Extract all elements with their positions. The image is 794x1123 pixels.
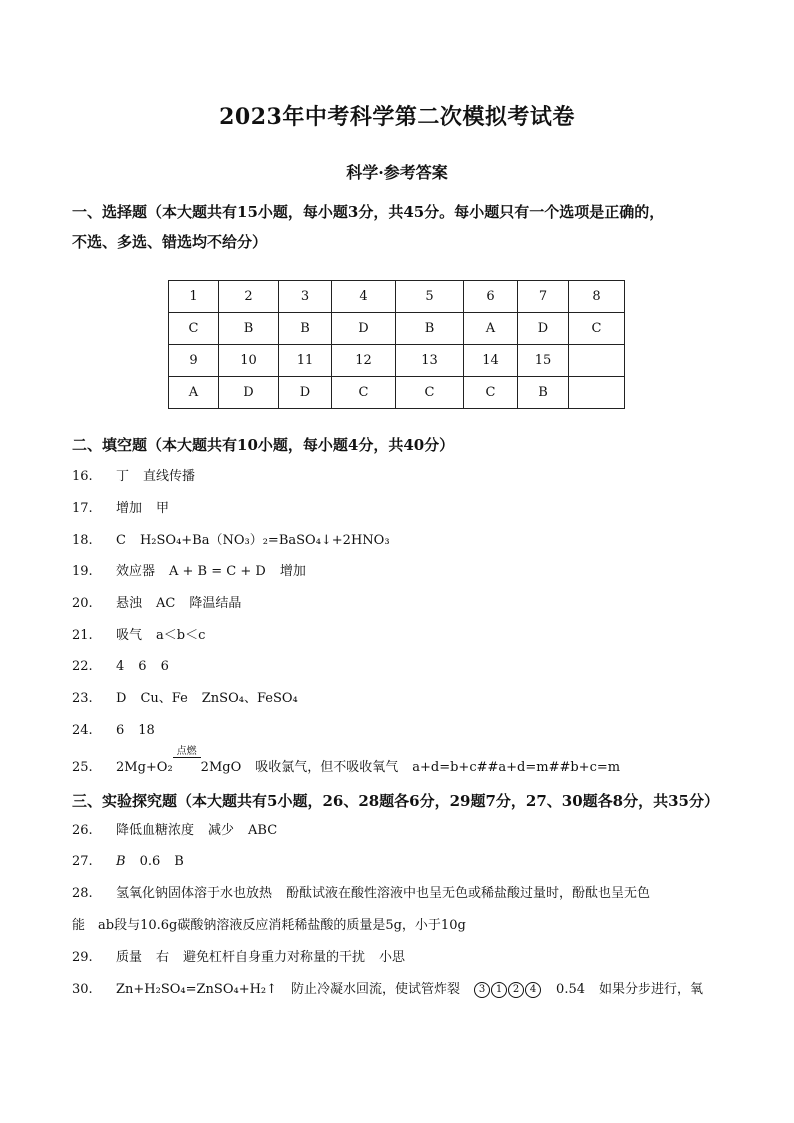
table-cell: C (464, 377, 518, 409)
question-number: 29. (72, 950, 93, 965)
table-cell: C (396, 377, 464, 409)
page-title: 2023年中考科学第二次模拟考试卷 (219, 104, 575, 130)
table-row (169, 281, 625, 313)
answer-part: A + B = C + D (169, 564, 266, 579)
table-cell: B (518, 377, 569, 409)
answer-part: C (116, 533, 126, 548)
table-cell: B (219, 313, 279, 345)
answer-part: D (116, 691, 127, 706)
question-number: 19. (72, 564, 93, 579)
answer-part: 18 (138, 723, 155, 738)
answer-row-26 (72, 821, 732, 841)
question-number: 21. (72, 628, 93, 643)
question-number: 16. (72, 469, 93, 484)
table-row (169, 313, 625, 345)
question-number: 26. (72, 823, 93, 838)
answer-part: 甲 (156, 501, 170, 516)
table-cell: C (169, 313, 219, 345)
answer-part: 4 (116, 659, 125, 674)
answer-part: 丁 (116, 469, 130, 484)
answer-row-28 (72, 884, 732, 904)
answer-row-22 (72, 657, 732, 677)
answer-row-28-continued: 能 ab段与10.6g碳酸钠溶液反应消耗稀盐酸的质量是5g，小于10g (72, 918, 466, 933)
answer-part: 降温结晶 (189, 596, 242, 611)
answer-part: ZnSO₄、FeSO₄ (201, 691, 298, 706)
circled-number: 2 (508, 982, 524, 998)
table-cell: 4 (332, 281, 396, 313)
answer-part: Zn+H₂SO₄=ZnSO₄+H₂↑ (116, 982, 278, 997)
table-cell: 5 (396, 281, 464, 313)
answer-part: 防止冷凝水回流，使试管炸裂 (291, 982, 461, 997)
answer-part: 质量 (116, 950, 143, 965)
answer-part: 6 (138, 659, 147, 674)
table-cell: 2 (219, 281, 279, 313)
answer-part: a+d=b+c##a+d=m##b+c=m (412, 760, 621, 775)
answer-row-30 (72, 980, 732, 1000)
question-number: 27. (72, 854, 93, 869)
table-cell: 8 (569, 281, 625, 313)
section1-heading-line1: 一、选择题（本大题共有15小题，每小题3分，共45分。每小题只有一个选项是正确的， (72, 203, 665, 221)
answer-part: 增加 (279, 564, 306, 579)
table-cell: C (569, 313, 625, 345)
answer-part: 氢氧化钠固体溶于水也放热 (116, 886, 273, 901)
answer-row-20 (72, 594, 732, 614)
question-number: 17. (72, 501, 93, 516)
circled-number: 4 (525, 982, 541, 998)
table-cell (569, 377, 625, 409)
answer-part: 吸收氯气，但不吸收氧气 (255, 760, 399, 775)
table-cell: D (518, 313, 569, 345)
table-cell: D (332, 313, 396, 345)
table-cell: 11 (279, 345, 332, 377)
section1-heading-line2: 不选、多选、错选均不给分） (72, 233, 268, 251)
table-cell: 7 (518, 281, 569, 313)
condition-label: 点燃 (173, 747, 201, 758)
answer-table (168, 280, 625, 409)
equation-right: 2MgO (200, 760, 242, 775)
table-cell: 1 (169, 281, 219, 313)
table-cell (569, 345, 625, 377)
question-number: 23. (72, 691, 93, 706)
reaction-condition (173, 746, 201, 778)
answer-row-23 (72, 689, 732, 709)
table-row (169, 345, 625, 377)
answer-part: 直线传播 (143, 469, 196, 484)
answer-part: 避免杠杆自身重力对称量的干扰 (183, 950, 366, 965)
equation-left: 2Mg+O₂ (116, 760, 173, 775)
answer-part: ABC (248, 823, 278, 838)
answer-row-29 (72, 948, 732, 968)
answer-part: B (116, 854, 126, 869)
answer-row-25 (72, 746, 732, 778)
question-number: 20. (72, 596, 93, 611)
question-number: 28. (72, 886, 93, 901)
table-cell: A (169, 377, 219, 409)
question-number: 24. (72, 723, 93, 738)
answer-part: 效应器 (116, 564, 156, 579)
answer-part: 如果分步进行，氧 (599, 982, 704, 997)
answer-row-21 (72, 626, 732, 646)
answer-part: 吸气 (116, 628, 143, 643)
table-cell: 14 (464, 345, 518, 377)
answer-part: 6 (160, 659, 169, 674)
answer-row-19 (72, 562, 732, 582)
table-cell: D (219, 377, 279, 409)
answer-part: 增加 (116, 501, 143, 516)
answer-part: B (174, 854, 184, 869)
question-number: 30. (72, 982, 93, 997)
answer-row-24 (72, 721, 732, 741)
circled-order (474, 982, 542, 997)
table-cell: D (279, 377, 332, 409)
table-cell: C (332, 377, 396, 409)
answer-row-27 (72, 852, 732, 872)
answer-part: 悬浊 (116, 596, 143, 611)
table-row (169, 377, 625, 409)
answer-part: 0.6 (139, 854, 161, 869)
answer-part: 小思 (379, 950, 406, 965)
table-cell: 3 (279, 281, 332, 313)
answer-part: Cu、Fe (140, 691, 188, 706)
table-cell: B (396, 313, 464, 345)
table-cell: 15 (518, 345, 569, 377)
section2-heading: 二、填空题（本大题共有10小题，每小题4分，共40分） (72, 436, 455, 454)
table-cell: 10 (219, 345, 279, 377)
circled-number: 1 (491, 982, 507, 998)
table-cell: 13 (396, 345, 464, 377)
answer-part: H₂SO₄+Ba（NO₃）₂=BaSO₄↓+2HNO₃ (139, 533, 390, 548)
table-cell: A (464, 313, 518, 345)
question-number: 18. (72, 533, 93, 548)
answer-part: 减少 (208, 823, 235, 838)
answer-part: AC (156, 596, 176, 611)
answer-part: 右 (156, 950, 170, 965)
answer-part: 降低血糖浓度 (116, 823, 195, 838)
answer-row-16 (72, 467, 732, 487)
answer-part: a＜b＜c (156, 628, 206, 643)
section1-heading (72, 197, 732, 257)
table-cell: 9 (169, 345, 219, 377)
question-number: 22. (72, 659, 93, 674)
answer-part: 0.54 (556, 982, 585, 997)
table-cell: 12 (332, 345, 396, 377)
table-cell: 6 (464, 281, 518, 313)
answer-row-18 (72, 531, 732, 551)
answer-part: 6 (116, 723, 125, 738)
answer-row-17 (72, 499, 732, 519)
section3-heading: 三、实验探究题（本大题共有5小题，26、28题各6分，29题7分，27、30题各8分，共35分） (72, 792, 719, 810)
answer-part: 酚酞试液在酸性溶液中也呈无色或稀盐酸过量时，酚酞也呈无色 (286, 886, 651, 901)
circled-number: 3 (474, 982, 490, 998)
table-cell: B (279, 313, 332, 345)
question-number: 25. (72, 760, 93, 775)
page-subtitle: 科学·参考答案 (346, 163, 448, 182)
